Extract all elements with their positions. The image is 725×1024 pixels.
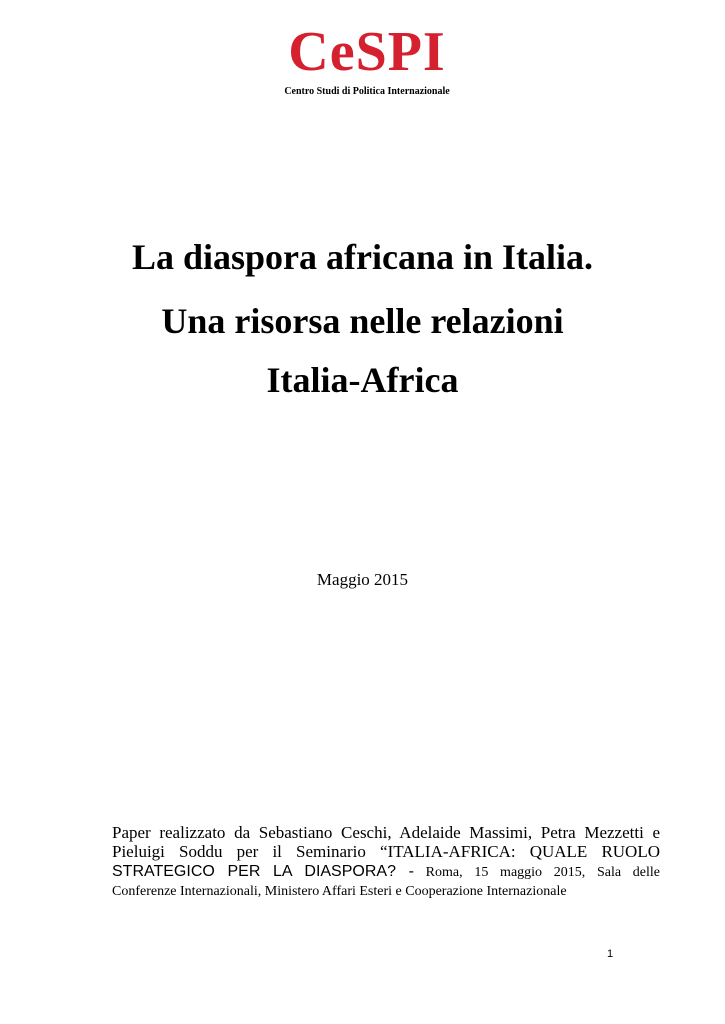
publication-date: Maggio 2015 [316,570,409,589]
title-line-1: La diaspora africana in Italia. [131,237,594,277]
cespi-logo [272,21,462,98]
seminar-venue-text: Roma, 15 maggio 2015, Sala delle [413,865,660,880]
seminar-title-text: STRATEGICO PER LA DIASPORA? - [112,863,414,880]
logo-subtitle: Centro Studi di Politica Internazionale [284,86,450,97]
title-line-3: Italia-Africa [266,360,459,400]
title-line-2: Una risorsa nelle relazioni [161,301,564,341]
paper-line-4: Conferenze Internazionali, Ministero Affari Esteri e Cooperazione Internazionale [112,884,567,899]
logo-wordmark: CeSPI [288,21,446,83]
paper-line-2: Pieluigi Soddu per il Seminario “ITALIA-AFRICA: QUALE RUOLO [112,842,660,861]
page-number: 1 [606,948,614,960]
paper-description [112,823,660,901]
paper-line-1: Paper realizzato da Sebastiano Ceschi, Adelaide Massimi, Petra Mezzetti e [112,823,660,842]
paper-line-3 [112,861,660,882]
